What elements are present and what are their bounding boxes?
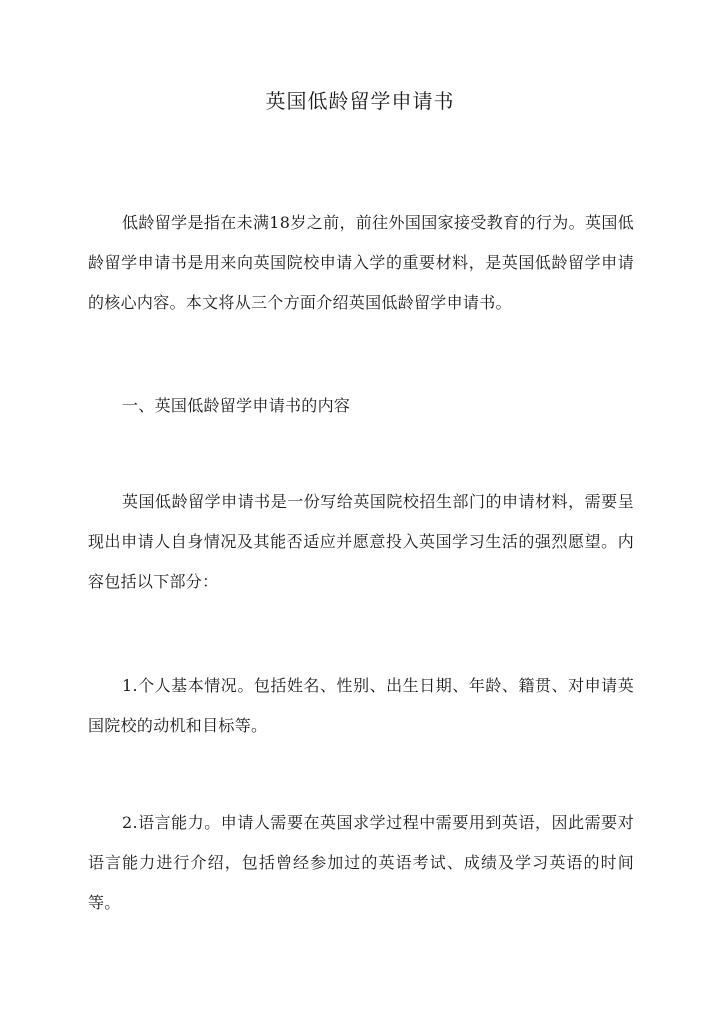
- document-title: 英国低龄留学申请书: [265, 89, 455, 113]
- list-item-personal-info: 1.个人基本情况。包括姓名、性别、出生日期、年龄、籍贯、对申请英国院校的动机和目标等。: [88, 676, 634, 735]
- section-heading-content: 一、英国低龄留学申请书的内容: [122, 396, 351, 415]
- paragraph-content-description: 英国低龄留学申请书是一份写给英国院校招生部门的申请材料，需要呈现出申请人自身情况及其能否适应并愿意投入英国学习生活的强烈愿望。内容包括以下部分：: [88, 492, 634, 591]
- list-item-language-ability: 2.语言能力。申请人需要在英国求学过程中需要用到英语，因此需要对语言能力进行介绍，包括曾经参加过的英语考试、成绩及学习英语的时间等。: [88, 813, 634, 912]
- paragraph-intro: 低龄留学是指在未满18岁之前，前往外国国家接受教育的行为。英国低龄留学申请书是用来向英国院校申请入学的重要材料，是英国低龄留学申请的核心内容。本文将从三个方面介绍英国低龄留学申请书。: [88, 213, 634, 312]
